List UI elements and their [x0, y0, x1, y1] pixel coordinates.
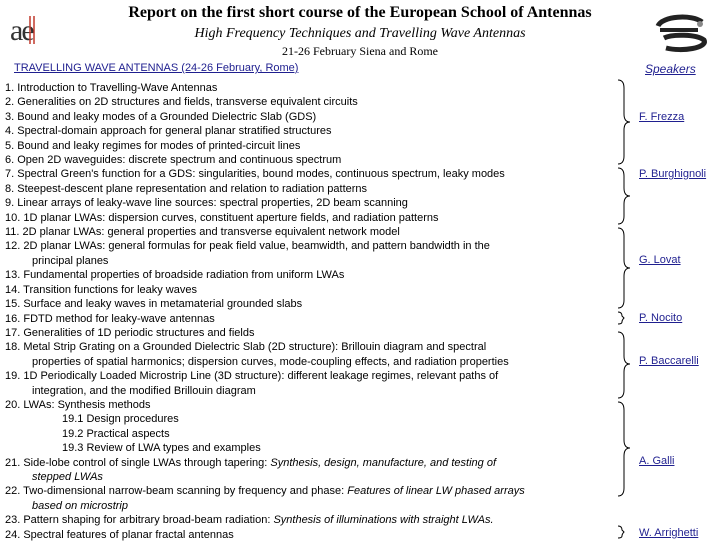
brace-arrighetti: [618, 526, 624, 538]
page-subtitle: High Frequency Techniques and Travelling Wave Antennas: [194, 26, 526, 41]
speaker-link[interactable]: A. Galli: [639, 455, 675, 467]
topic-text: 9. Linear arrays of leaky-wave line sources: spectral properties, 2D beam scanning: [5, 197, 408, 210]
topic-text: 20. LWAs: Synthesis methods: [5, 398, 151, 411]
speaker-link[interactable]: P. Burghignoli: [639, 168, 707, 180]
topic-item: [5, 182, 630, 196]
topic-item: [5, 470, 630, 484]
topic-text: 4. Spectral-domain approach for general planar stratified structures: [5, 125, 332, 138]
topic-text: 19.2 Practical aspects: [62, 427, 170, 440]
topic-text: 19.1 Design procedures: [62, 413, 179, 426]
topic-item: [5, 441, 630, 455]
topic-item: [5, 196, 630, 210]
topic-text: 18. Metal Strip Grating on a Grounded Dielectric Slab (2D structure): Brillouin diagram and spectral: [5, 341, 487, 354]
topic-text: 24. Spectral features of planar fractal antennas: [5, 528, 234, 541]
topic-item: [5, 369, 630, 383]
topic-emphasis: Synthesis of illuminations with straight LWAs.: [273, 514, 494, 527]
topic-text: 16. FDTD method for leaky-wave antennas: [5, 312, 215, 325]
speaker-link[interactable]: P. Baccarelli: [639, 355, 699, 367]
topic-item: [5, 95, 630, 109]
topic-text: 14. Transition functions for leaky waves: [5, 283, 197, 296]
topic-text: 17. Generalities of 1D periodic structures and fields: [5, 326, 255, 339]
topic-text: 8. Steepest-descent plane representation and relation to radiation patterns: [5, 182, 368, 195]
topic-item: [5, 355, 630, 369]
topic-text: 12. 2D planar LWAs: general formulas for peak field value, beamwidth, and pattern bandwidth in the: [5, 240, 490, 253]
topic-text: 3. Bound and leaky modes of a Grounded Dielectric Slab (GDS): [5, 110, 317, 123]
speaker-link[interactable]: G. Lovat: [639, 254, 681, 266]
topic-item: [5, 499, 630, 513]
topic-text: properties of spatial harmonics; dispersion curves, mode-coupling effects, and radiation properties: [32, 355, 509, 368]
topic-item: [5, 384, 630, 398]
brace-burghignoli: [618, 168, 630, 224]
topic-text: 10. 1D planar LWAs: dispersion curves, constituent aperture fields, and radiation patterns: [5, 211, 439, 224]
topic-item: [5, 513, 630, 527]
topic-item: [5, 153, 630, 167]
topic-item: [5, 81, 630, 95]
svg-text:ae: ae: [10, 14, 33, 44]
topic-item: [5, 312, 630, 326]
brace-frezza: [618, 80, 630, 164]
topic-item: [5, 254, 630, 268]
topic-item: [5, 326, 630, 340]
topic-text: 15. Surface and leaky waves in metamaterial grounded slabs: [5, 298, 303, 311]
topic-text: integration, and the modified Brillouin diagram: [32, 384, 256, 397]
topic-list: [5, 81, 630, 542]
topic-item: [5, 167, 630, 181]
topic-item: [5, 456, 630, 470]
topic-emphasis: based on microstrip: [32, 499, 128, 512]
topic-text: 22. Two-dimensional narrow-beam scanning by frequency and phase:: [5, 485, 348, 498]
topic-item: [5, 412, 630, 426]
brace-nocito: [618, 312, 624, 324]
brace-galli: [618, 402, 630, 496]
topic-item: [5, 239, 630, 253]
section-heading-link[interactable]: TRAVELLING WAVE ANTENNAS (24-26 February, Rome): [14, 62, 299, 74]
topic-item: [5, 124, 630, 138]
brace-lovat: [618, 228, 630, 308]
topic-text: principal planes: [32, 254, 109, 267]
topic-text: 13. Fundamental properties of broadside radiation from uniform LWAs: [5, 269, 345, 282]
topic-item: [5, 297, 630, 311]
topic-text: 5. Bound and leaky regimes for modes of printed-circuit lines: [5, 139, 301, 152]
topic-emphasis: Synthesis, design, manufacture, and testing of: [270, 456, 497, 469]
event-dates: 21-26 February Siena and Rome: [282, 44, 438, 58]
topic-text: 2. Generalities on 2D structures and fields, transverse equivalent circuits: [5, 96, 358, 109]
topic-text: 19. 1D Periodically Loaded Microstrip Line (3D structure): different leakage regimes, relevant paths of: [5, 370, 499, 383]
topic-item: [5, 283, 630, 297]
topic-item: [5, 268, 630, 282]
topic-item: [5, 211, 630, 225]
topic-text: 23. Pattern shaping for arbitrary broad-beam radiation:: [5, 514, 274, 527]
speaker-link[interactable]: W. Arrighetti: [639, 527, 699, 539]
topic-text: 1. Introduction to Travelling-Wave Antennas: [5, 82, 218, 94]
speaker-braces: [610, 76, 640, 540]
topic-item: [5, 139, 630, 153]
speaker-link[interactable]: F. Frezza: [639, 111, 685, 123]
topic-item: [5, 225, 630, 239]
topic-text: 19.3 Review of LWA types and examples: [62, 442, 261, 455]
topic-item: [5, 340, 630, 354]
topic-item: [5, 398, 630, 412]
topic-text: 6. Open 2D waveguides: discrete spectrum and continuous spectrum: [5, 154, 342, 167]
topic-item: [5, 110, 630, 124]
speaker-link[interactable]: P. Nocito: [639, 312, 683, 324]
topic-text: 21. Side-lobe control of single LWAs through tapering:: [5, 456, 271, 469]
topic-emphasis: stepped LWAs: [32, 470, 103, 483]
speakers-heading-link[interactable]: Speakers: [645, 62, 696, 76]
page-title: Report on the first short course of the European School of Antennas: [128, 4, 592, 21]
brace-baccarelli: [618, 332, 630, 398]
topic-emphasis: Features of linear LW phased arrays: [347, 485, 525, 498]
topic-text: 11. 2D planar LWAs: general properties and transverse equivalent network model: [5, 226, 400, 239]
topic-text: 7. Spectral Green's function for a GDS: singularities, bound modes, continuous spectrum, leaky modes: [5, 168, 505, 181]
topic-item: [5, 427, 630, 441]
topic-item: [5, 484, 630, 498]
